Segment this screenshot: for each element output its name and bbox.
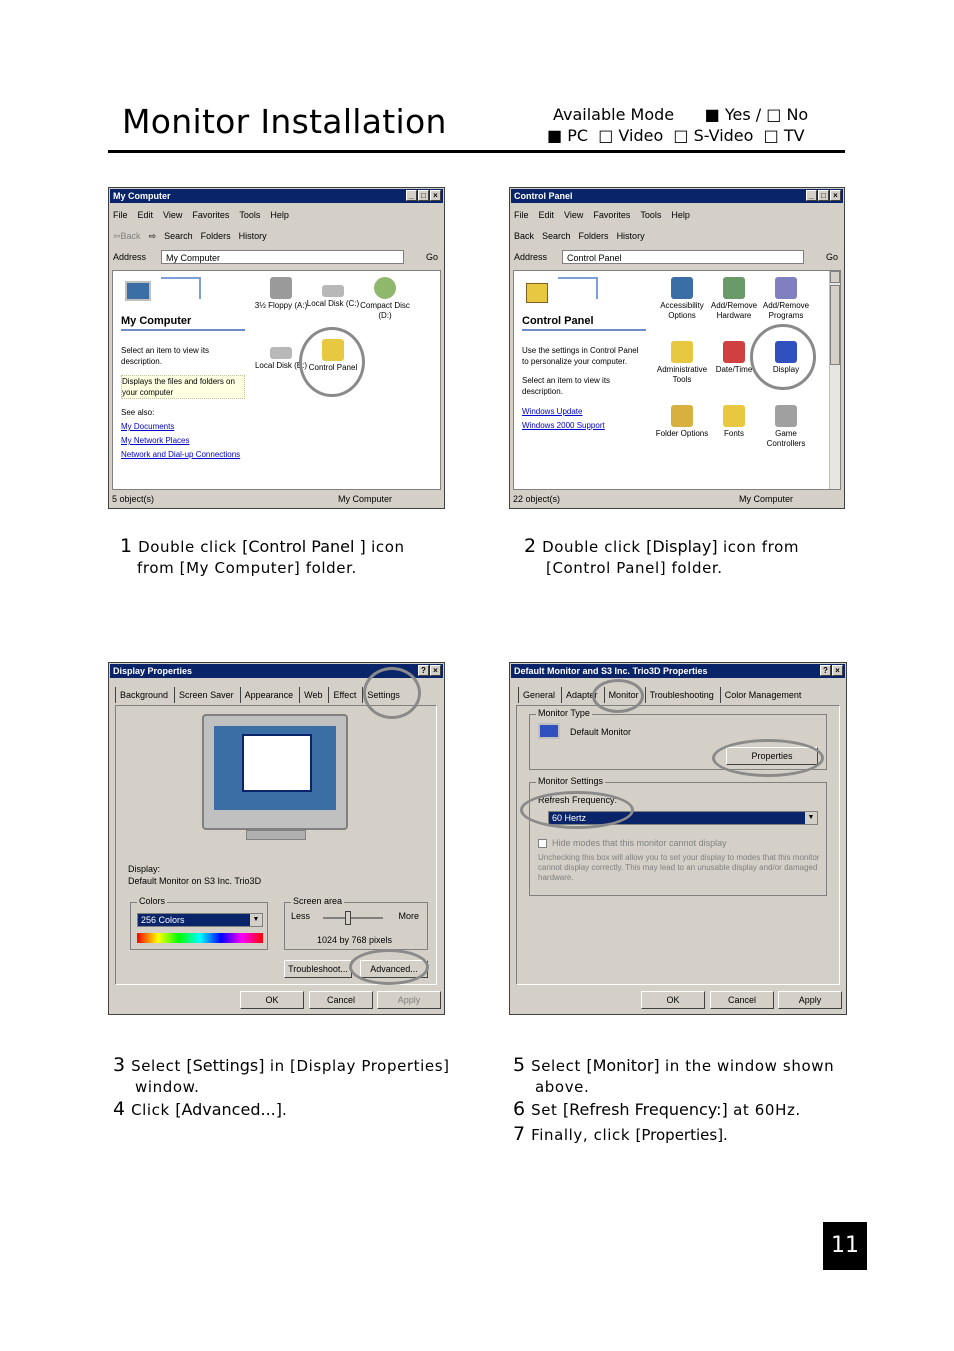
- fonts-item[interactable]: Fonts: [706, 399, 762, 439]
- go-button[interactable]: Go: [425, 252, 438, 262]
- date-time-item[interactable]: Date/Time: [706, 335, 762, 375]
- less-label: Less: [291, 911, 311, 921]
- mode-tv: □ TV: [763, 126, 805, 145]
- close-icon[interactable]: ×: [832, 665, 843, 676]
- hardware-icon: [723, 277, 745, 299]
- step-number: 3: [113, 1054, 126, 1076]
- close-icon[interactable]: ×: [430, 665, 441, 676]
- side-title: Control Panel: [522, 313, 646, 331]
- highlight-circle: [349, 949, 429, 985]
- computer-logo-icon: [121, 271, 245, 313]
- window-title: Display Properties: [113, 666, 193, 676]
- fonts-icon: [723, 405, 745, 427]
- side-text: Select an item to view its description.: [121, 346, 210, 366]
- menu-help[interactable]: Help: [671, 210, 690, 220]
- side-description: Displays the files and folders on your computer: [121, 375, 245, 399]
- step-3: 3 Select [Settings] in [Display Properties] window.: [113, 1054, 450, 1096]
- hide-modes-checkbox[interactable]: [538, 839, 547, 848]
- side-panel: [121, 271, 245, 462]
- folders-button[interactable]: Folders: [578, 231, 609, 241]
- step-number: 1: [120, 535, 133, 557]
- link-windows-support[interactable]: Windows 2000 Support: [522, 421, 605, 430]
- tab-background[interactable]: Background: [115, 687, 172, 703]
- step-5: 5 Select [Monitor] in the window shown above.: [513, 1054, 835, 1096]
- resolution-value: 1024 by 768 pixels: [317, 935, 393, 945]
- mode-pc: ■ PC: [547, 126, 589, 145]
- hide-modes-label: Hide modes that this monitor cannot display: [552, 838, 727, 848]
- side-description: Select an item to view its description.: [522, 376, 611, 396]
- minimize-icon[interactable]: _: [406, 190, 417, 201]
- back-button[interactable]: Back: [514, 231, 535, 241]
- menu-file[interactable]: File: [514, 210, 529, 220]
- link-windows-update[interactable]: Windows Update: [522, 407, 583, 416]
- available-mode: [547, 104, 809, 146]
- monitor-stand: [246, 830, 306, 840]
- mode-svideo: □ S-Video: [673, 126, 754, 145]
- add-programs-item[interactable]: Add/Remove Programs: [758, 271, 814, 321]
- available-mode-label: Available Mode: [553, 105, 675, 124]
- programs-icon: [775, 277, 797, 299]
- joystick-icon: [775, 405, 797, 427]
- accessibility-item[interactable]: Accessibility Options: [654, 271, 710, 321]
- properties-button[interactable]: Properties: [726, 747, 818, 765]
- calendar-icon: [723, 341, 745, 363]
- title-bar: [511, 664, 845, 678]
- ok-button[interactable]: OK: [641, 991, 705, 1009]
- toolbar: [514, 228, 653, 244]
- mode-sep: /: [755, 105, 762, 124]
- status-location: My Computer: [338, 494, 393, 504]
- highlight-circle: [363, 667, 421, 719]
- history-button[interactable]: History: [238, 231, 267, 241]
- tab-color-management[interactable]: Color Management: [720, 687, 806, 703]
- close-icon[interactable]: ×: [830, 190, 841, 201]
- folders-button[interactable]: Folders: [200, 231, 231, 241]
- step-number: 6: [513, 1098, 526, 1120]
- admin-tools-icon: [671, 341, 693, 363]
- step-number: 2: [524, 535, 537, 557]
- highlight-circle: [520, 791, 634, 829]
- display-value: Default Monitor on S3 Inc. Trio3D: [128, 876, 262, 886]
- more-label: More: [398, 911, 419, 921]
- tab-effects[interactable]: Effect: [328, 687, 360, 703]
- cancel-button[interactable]: Cancel: [710, 991, 774, 1009]
- mode-yes: ■ Yes: [704, 105, 751, 124]
- refresh-label: Refresh Frequency:: [538, 795, 618, 805]
- link-network-connections[interactable]: Network and Dial-up Connections: [121, 450, 241, 459]
- advanced-button[interactable]: Advanced...: [360, 960, 428, 978]
- apply-button[interactable]: Apply: [778, 991, 842, 1009]
- control-panel-logo-icon: [522, 271, 646, 313]
- vertical-scrollbar[interactable]: [829, 271, 840, 489]
- search-button[interactable]: Search: [542, 231, 571, 241]
- menu-edit[interactable]: Edit: [137, 210, 154, 220]
- address-bar: [514, 250, 840, 264]
- menu-tools[interactable]: Tools: [239, 210, 261, 220]
- back-button[interactable]: ⇦Back: [113, 231, 141, 241]
- monitor-preview: [202, 714, 348, 830]
- see-also: See also:: [121, 408, 155, 417]
- go-button[interactable]: Go: [825, 252, 838, 262]
- menu-help[interactable]: Help: [270, 210, 289, 220]
- window-title: Control Panel: [514, 191, 573, 201]
- ok-button[interactable]: OK: [240, 991, 304, 1009]
- warning-text: Unchecking this box will allow you to set your display to modes that this monitor cannot display correctly. This may lead to an unusable display and/or damaged hardware.: [538, 853, 820, 882]
- control-panel-window: [509, 187, 845, 509]
- status-objects: 5 object(s): [112, 494, 155, 504]
- menu-bar: [514, 208, 700, 222]
- monitor-properties-window: [509, 662, 847, 1015]
- compact-disc-item[interactable]: Compact Disc (D:): [357, 271, 413, 321]
- floppy-item[interactable]: 3½ Floppy (A:): [253, 271, 309, 311]
- apply-button[interactable]: Apply: [377, 991, 441, 1009]
- display-properties-window: [108, 662, 445, 1015]
- drive-icon: [322, 285, 344, 297]
- status-objects: 22 object(s): [513, 494, 561, 504]
- highlight-circle: [299, 327, 365, 397]
- tab-monitor[interactable]: Monitor: [604, 687, 643, 703]
- screen-area-label: Screen area: [293, 896, 343, 906]
- side-panel: [522, 271, 646, 433]
- menu-favorites[interactable]: Favorites: [192, 210, 230, 220]
- step-2: 2 Double click [Display] icon from [Control Panel] folder.: [524, 535, 800, 577]
- help-icon[interactable]: ?: [820, 665, 831, 676]
- highlight-circle: [750, 324, 816, 390]
- menu-view[interactable]: View: [163, 210, 183, 220]
- side-text: Use the settings in Control Panel to personalize your computer.: [522, 346, 639, 366]
- accessibility-icon: [671, 277, 693, 299]
- game-controllers-item[interactable]: Game Controllers: [758, 399, 814, 449]
- step-number: 7: [513, 1123, 526, 1145]
- window-title: My Computer: [113, 191, 171, 201]
- status-bar: [513, 492, 841, 506]
- address-label: Address: [113, 252, 147, 262]
- menu-view[interactable]: View: [564, 210, 584, 220]
- colors-label: Colors: [139, 896, 166, 906]
- monitor-type-value: Default Monitor: [570, 727, 632, 737]
- tab-screen-saver[interactable]: Screen Saver: [174, 687, 238, 703]
- refresh-select[interactable]: 60 Hertz ▼: [548, 811, 818, 825]
- control-panel-item[interactable]: Control Panel: [305, 333, 361, 373]
- tab-settings[interactable]: Settings: [362, 687, 404, 703]
- maximize-icon[interactable]: □: [418, 190, 429, 201]
- tab-adapter[interactable]: Adapter: [561, 687, 602, 703]
- drive-icon: [270, 347, 292, 359]
- floppy-icon: [270, 277, 292, 299]
- add-hardware-item[interactable]: Add/Remove Hardware: [706, 271, 762, 321]
- close-icon[interactable]: ×: [430, 190, 441, 201]
- history-button[interactable]: History: [616, 231, 645, 241]
- colors-select[interactable]: 256 Colors ▼: [137, 913, 263, 927]
- tab-appearance[interactable]: Appearance: [240, 687, 298, 703]
- menu-bar: [113, 208, 299, 222]
- folder-icon: [671, 405, 693, 427]
- step-7: 7 Finally, click [Properties].: [513, 1123, 729, 1145]
- link-my-documents[interactable]: My Documents: [121, 422, 175, 431]
- monitor-type-label: Monitor Type: [538, 708, 590, 718]
- dropdown-arrow-icon[interactable]: ▼: [805, 812, 817, 824]
- menu-tools[interactable]: Tools: [640, 210, 662, 220]
- tab-bar: [518, 687, 807, 703]
- step-number: 4: [113, 1098, 126, 1120]
- my-computer-window: [108, 187, 445, 509]
- status-bar: [112, 492, 441, 506]
- menu-edit[interactable]: Edit: [538, 210, 555, 220]
- window-title: Default Monitor and S3 Inc. Trio3D Properties: [514, 666, 708, 676]
- mode-video: □ Video: [598, 126, 664, 145]
- display-item[interactable]: Display: [758, 335, 814, 375]
- forward-button[interactable]: ⇨: [148, 231, 157, 241]
- title-bar: [511, 189, 843, 203]
- minimize-icon[interactable]: _: [806, 190, 817, 201]
- mode-row-1: [553, 104, 808, 125]
- page-title: Monitor Installation: [122, 102, 447, 141]
- step-6: 6 Set [Refresh Frequency:] at 60Hz.: [513, 1098, 801, 1120]
- header-rule: [108, 150, 845, 153]
- link-my-network-places[interactable]: My Network Places: [121, 436, 190, 445]
- tab-general[interactable]: General: [518, 687, 559, 703]
- step-number: 5: [513, 1054, 526, 1076]
- address-input[interactable]: Control Panel: [562, 250, 804, 264]
- monitor-icon: [538, 723, 560, 739]
- search-button[interactable]: Search: [164, 231, 193, 241]
- menu-file[interactable]: File: [113, 210, 128, 220]
- monitor-settings-label: Monitor Settings: [538, 776, 604, 786]
- cancel-button[interactable]: Cancel: [309, 991, 373, 1009]
- slider-thumb[interactable]: [345, 911, 351, 925]
- resolution-slider[interactable]: [323, 917, 383, 919]
- local-disk-c-item[interactable]: Local Disk (C:): [305, 271, 361, 309]
- page-number: 11: [823, 1222, 867, 1270]
- help-icon[interactable]: ?: [418, 665, 429, 676]
- address-input[interactable]: My Computer: [161, 250, 404, 264]
- highlight-circle: [592, 679, 644, 713]
- highlight-circle: [712, 739, 824, 777]
- colors-group: [130, 896, 268, 950]
- color-spectrum: [137, 933, 263, 943]
- dropdown-arrow-icon[interactable]: ▼: [250, 914, 262, 926]
- title-bar: [110, 189, 443, 203]
- step-4: 4 Click [Advanced...].: [113, 1098, 288, 1120]
- screen-area-group: [284, 896, 428, 950]
- display-label: Display:: [128, 864, 161, 874]
- settings-panel: [115, 705, 437, 985]
- address-label: Address: [514, 252, 548, 262]
- tab-troubleshooting[interactable]: Troubleshooting: [645, 687, 718, 703]
- tab-web[interactable]: Web: [299, 687, 326, 703]
- mode-no: □ No: [766, 105, 809, 124]
- local-disk-e-item[interactable]: Local Disk (E:): [253, 333, 309, 371]
- maximize-icon[interactable]: □: [818, 190, 829, 201]
- step-1: 1 Double click [Control Panel ] icon from [My Computer] folder.: [120, 535, 405, 577]
- mode-row-2: [547, 125, 808, 146]
- folder-options-item[interactable]: Folder Options: [654, 399, 710, 439]
- admin-tools-item[interactable]: Administrative Tools: [654, 335, 710, 385]
- desktop-preview: [214, 726, 336, 810]
- content-area: [112, 270, 441, 490]
- troubleshoot-button[interactable]: Troubleshoot...: [284, 960, 352, 978]
- toolbar: [113, 228, 275, 244]
- menu-favorites[interactable]: Favorites: [593, 210, 631, 220]
- cd-icon: [374, 277, 396, 299]
- address-bar: [113, 250, 440, 264]
- status-location: My Computer: [739, 494, 794, 504]
- side-title: My Computer: [121, 313, 245, 331]
